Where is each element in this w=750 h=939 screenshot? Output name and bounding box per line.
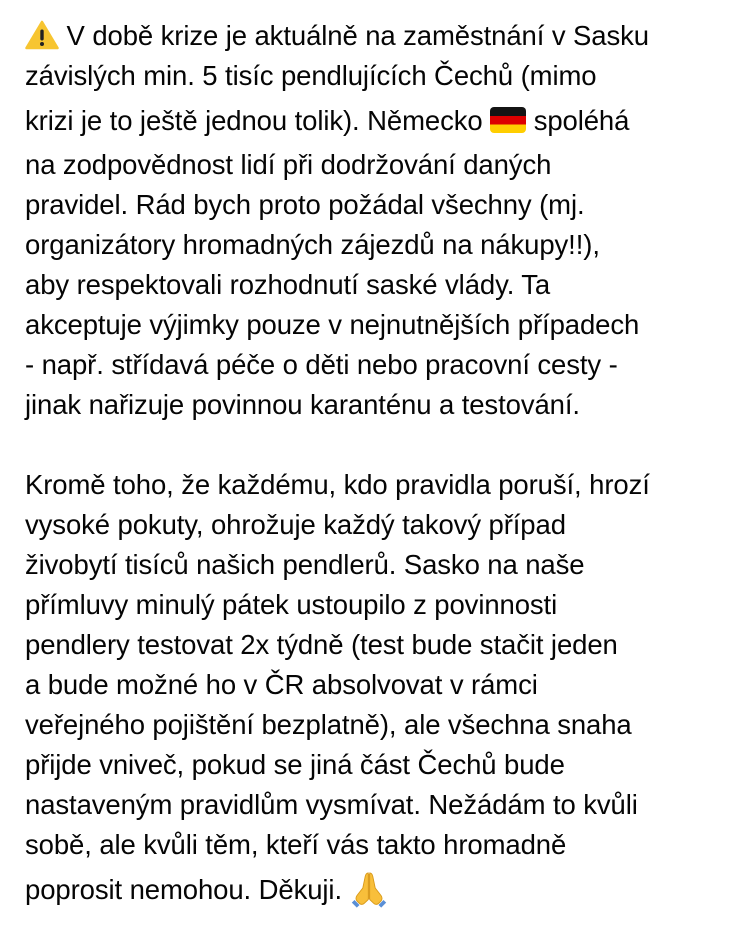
post-line: pravidel. Rád bych proto požádal všechny (mj. xyxy=(25,189,585,220)
post-line: Kromě toho, že každému, kdo pravidla poruší, hrozí xyxy=(25,469,650,500)
post-line-text: poprosit nemohou. Děkuji. xyxy=(25,874,342,905)
germany-flag-icon xyxy=(490,107,526,133)
post-line-text: krizi je to ještě jednou tolik). Německo xyxy=(25,105,483,136)
post-line: přímluvy minulý pátek ustoupilo z povinnosti xyxy=(25,589,558,620)
folded-hands-icon xyxy=(350,870,388,908)
post-line: nastaveným pravidlům vysmívat. Nežádám to kvůli xyxy=(25,789,638,820)
post-line: veřejného pojištění bezplatně), ale všechna snaha xyxy=(25,709,632,740)
post-line: jinak nařizuje povinnou karanténu a testování. xyxy=(25,389,580,420)
post-line xyxy=(25,96,737,145)
post-line-text: spoléhá xyxy=(533,105,630,136)
post-line: akceptuje výjimky pouze v nejnutnějších případech xyxy=(25,309,640,340)
post-line: pendlery testovat 2x týdně (test bude stačit jeden xyxy=(25,629,618,660)
post-line: přijde vniveč, pokud se jiná část Čechů bude xyxy=(25,749,565,780)
post-line: na zodpovědnost lidí při dodržování daných xyxy=(25,149,552,180)
post-line: - např. střídavá péče o děti nebo pracovní cesty - xyxy=(25,349,618,380)
paragraph-gap xyxy=(25,425,737,465)
post-line: a bude možné ho v ČR absolvovat v rámci xyxy=(25,669,538,700)
post-text xyxy=(25,16,737,914)
post-line: vysoké pokuty, ohrožuje každý takový případ xyxy=(25,509,566,540)
post-line xyxy=(25,16,737,56)
post-line: organizátory hromadných zájezdů na nákupy!!), xyxy=(25,229,600,260)
post-line: živobytí tisíců našich pendlerů. Sasko na naše xyxy=(25,549,585,580)
post-line: aby respektovali rozhodnutí saské vlády. Ta xyxy=(25,269,551,300)
post-line: závislých min. 5 tisíc pendlujících Čechů (mimo xyxy=(25,60,597,91)
post-line: sobě, ale kvůli těm, kteří vás takto hromadně xyxy=(25,829,567,860)
warning-icon xyxy=(25,20,59,50)
post-line xyxy=(25,865,737,914)
post-line-text: V době krize je aktuálně na zaměstnání v Sasku xyxy=(66,20,649,51)
